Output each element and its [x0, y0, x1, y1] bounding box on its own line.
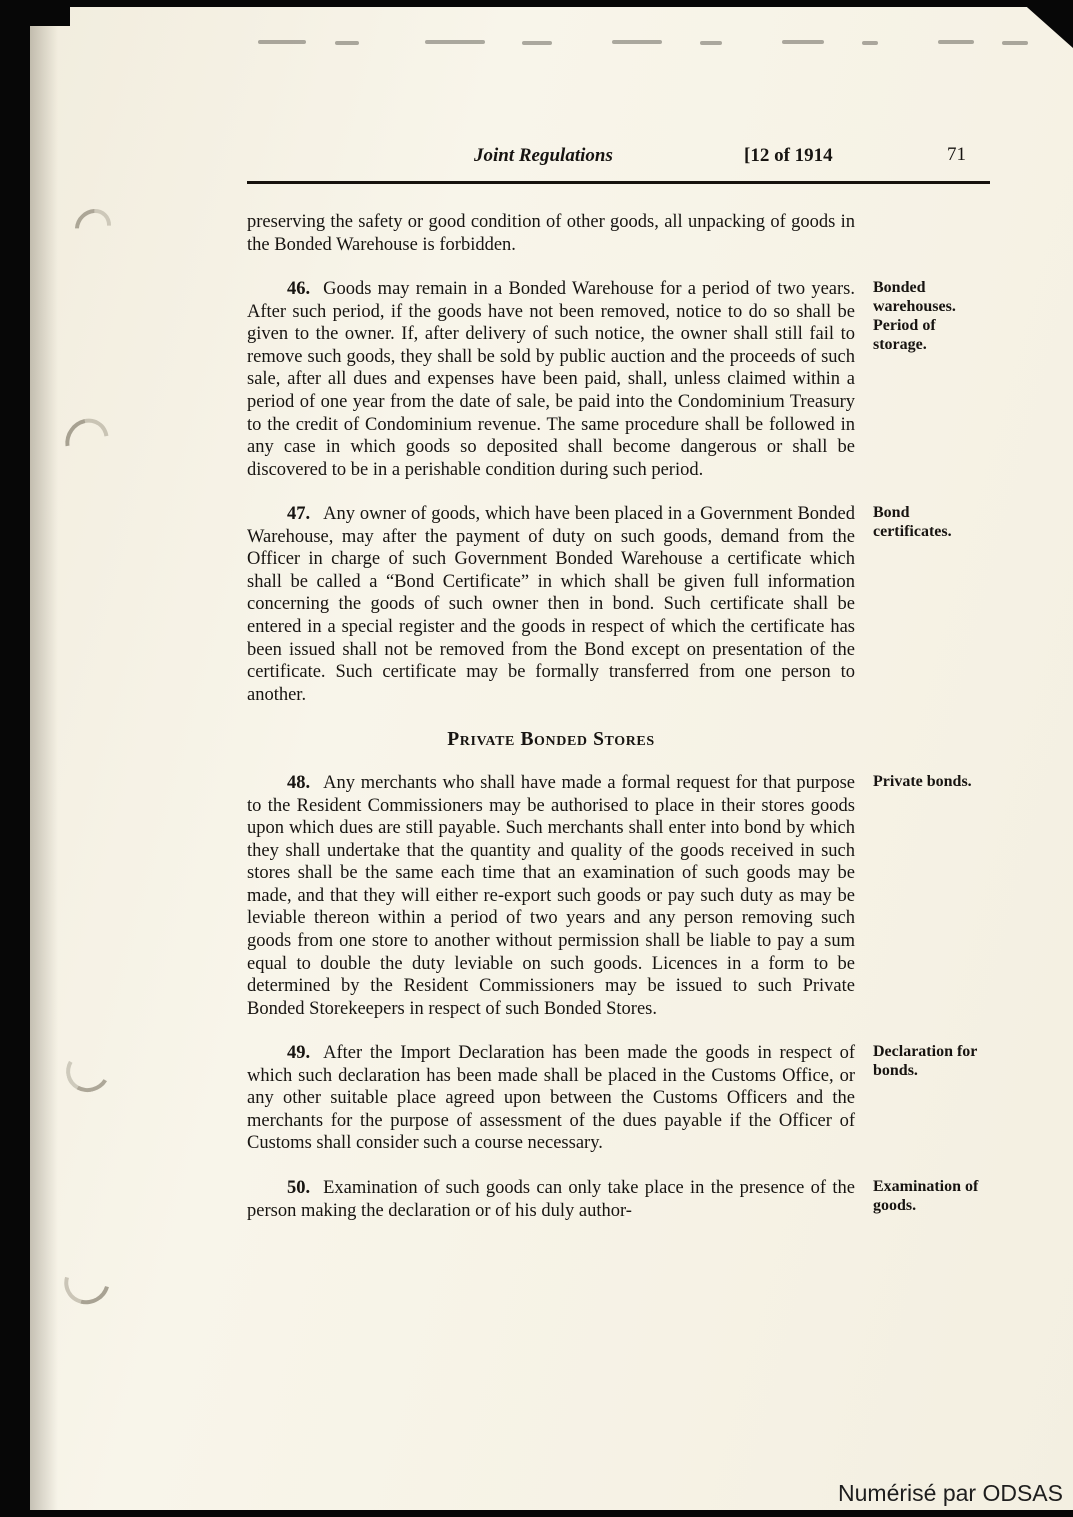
- scan-edge-left: [0, 0, 30, 1517]
- section-paragraph: [247, 503, 855, 706]
- section-50: [247, 1177, 990, 1222]
- margin-note: Private bonds.: [873, 773, 972, 791]
- page-number: 71: [947, 144, 966, 165]
- punch-hole: [68, 202, 119, 253]
- section-text: Examination of such goods can only take place in the presence of the person making the declaration or of his duly author-: [247, 1178, 855, 1221]
- section-number: 49.: [287, 1043, 311, 1064]
- header-rule: [247, 181, 990, 184]
- section-text: After the Import Declaration has been made the goods in respect of which such declaration has been made shall be placed in the Customs Office, or any other suitable place agreed upon between the Customs Officers and the merchants for the purpose of assessment of the dues payable if the Officer of Customs shall consider such a course necessary.: [247, 1043, 855, 1154]
- scan-artifact: [425, 40, 485, 44]
- scan-artifact: [782, 40, 824, 44]
- subheading-private-bonded-stores: Private Bonded Stores: [447, 729, 655, 751]
- section-46: [247, 278, 990, 481]
- running-header-title: Joint Regulations: [474, 145, 613, 166]
- scan-artifact: [612, 40, 662, 44]
- digitization-watermark: Numérisé par ODSAS: [838, 1480, 1063, 1506]
- section-text: Goods may remain in a Bonded Warehouse for a period of two years. After such period, if the goods have not been removed, notice to do so shall be given to the owner. If, after delivery of such notice, the owner shall still fail to remove such goods, they shall be sold by public auction and the proceeds of such sale, after all dues and expenses have been paid, shall, unless claimed within a period of one year from the date of sale, be paid into the Condominium Treasury to the credit of Condominium revenue. The same procedure shall be followed in any case in which goods so deposited shall become dangerous or shall be discovered to be in a perishable condition during such period.: [247, 279, 855, 480]
- section-paragraph: [247, 772, 855, 1020]
- running-header-reference: [12 of 1914: [744, 145, 833, 166]
- section-paragraph: [247, 1042, 855, 1155]
- scan-artifact: [258, 40, 306, 44]
- scan-artifact: [1002, 41, 1028, 45]
- margin-note: Declaration for bonds.: [873, 1043, 978, 1080]
- section-48: [247, 772, 990, 1020]
- section-number: 50.: [287, 1178, 311, 1199]
- section-number: 48.: [287, 773, 311, 794]
- margin-note: Bond certificates.: [873, 504, 952, 541]
- scan-artifact: [862, 41, 878, 45]
- margin-note: Examination of goods.: [873, 1178, 979, 1214]
- scan-artifact: [938, 40, 974, 44]
- punch-hole: [57, 410, 118, 472]
- section-number: 47.: [287, 504, 311, 525]
- section-paragraph: [247, 1177, 855, 1222]
- punch-hole: [61, 1045, 114, 1097]
- scan-artifact: [522, 41, 552, 45]
- scan-artifact: [700, 41, 722, 45]
- section-47: [247, 503, 990, 706]
- scan-edge-bottom: [0, 1510, 1073, 1517]
- section-text: Any owner of goods, which have been placed in a Government Bonded Warehouse, may after the payment of duty on such goods, demand from the Officer in charge of such Government Bonded Warehouse a certificate which shall be called a “Bond Certificate” in which shall be given full information concerning the goods of such owner then in bond. Such certificate shall be entered in a special register and the goods in respect of which the certificate has been issued shall not be removed from the Bond except on presentation of the certificate. Such certificate may be formally transferred from one person to another.: [247, 504, 855, 705]
- scan-edge-top: [0, 0, 1073, 7]
- section-49: [247, 1042, 990, 1155]
- page-body: [247, 211, 990, 1244]
- margin-note: Bonded warehouses. Period of storage.: [873, 279, 956, 353]
- scan-edge-shadow: [30, 0, 58, 1517]
- section-text: Any merchants who shall have made a formal request for that purpose to the Resident Commissioners may be authorised to place in their stores goods upon which dues are still payable. Such merchants shall enter into bond by which they shall undertake that the quantity and quality of the goods received in such stores shall be the same each time that an examination of such goods may be made, and that they will either re-export such goods or pay such duty as may be leviable thereon within a period of two years and any person removing such goods from one store to another without permission shall be liable to pay a sum equal to double the duty leviable on such goods. Licences in a form to be determined by the Resident Commissioners may be issued to such Private Bonded Storekeepers in respect of such Bonded Stores.: [247, 773, 855, 1019]
- scan-artifact: [335, 41, 359, 45]
- scan-corner-top-left: [0, 0, 70, 26]
- section-paragraph: [247, 278, 855, 481]
- punch-hole: [56, 1251, 118, 1312]
- paragraph-continuation: preserving the safety or good condition of other goods, all unpacking of goods in the Bonded Warehouse is forbidden.: [247, 212, 855, 255]
- section-number: 46.: [287, 279, 311, 300]
